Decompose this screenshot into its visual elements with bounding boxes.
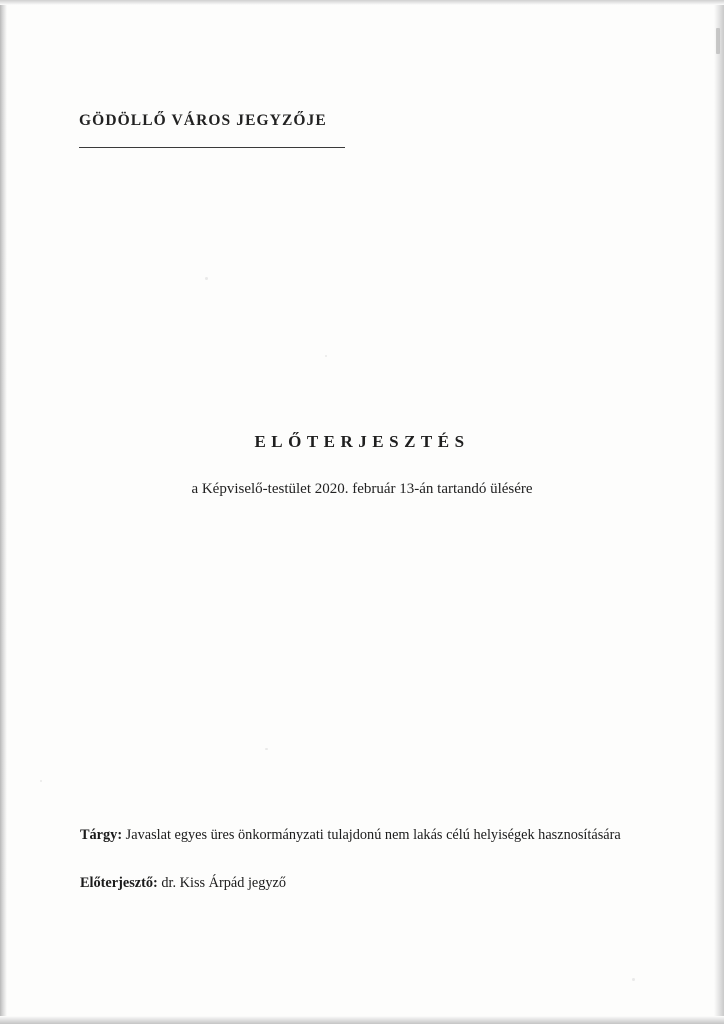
presenter-value: dr. Kiss Árpád jegyző [161, 875, 287, 892]
page-subtitle: a Képviselő-testület 2020. február 13-án tartandó ülésére [191, 481, 533, 497]
subject-row [80, 824, 632, 846]
subject-label: Tárgy: [80, 827, 123, 843]
subject-value: Javaslat egyes üres önkormányzati tulajdonú nem lakás célú helyiségek hasznosítására [125, 827, 621, 843]
issuing-organization: GÖDÖLLŐ VÁROS JEGYZŐJE [79, 112, 327, 129]
presenter-row [80, 872, 632, 894]
presenter-label: Előterjesztő: [80, 875, 158, 892]
document-metadata [80, 824, 632, 894]
page-title: ELŐTERJESZTÉS [254, 432, 470, 451]
document-header [79, 112, 379, 148]
header-divider [79, 147, 345, 148]
